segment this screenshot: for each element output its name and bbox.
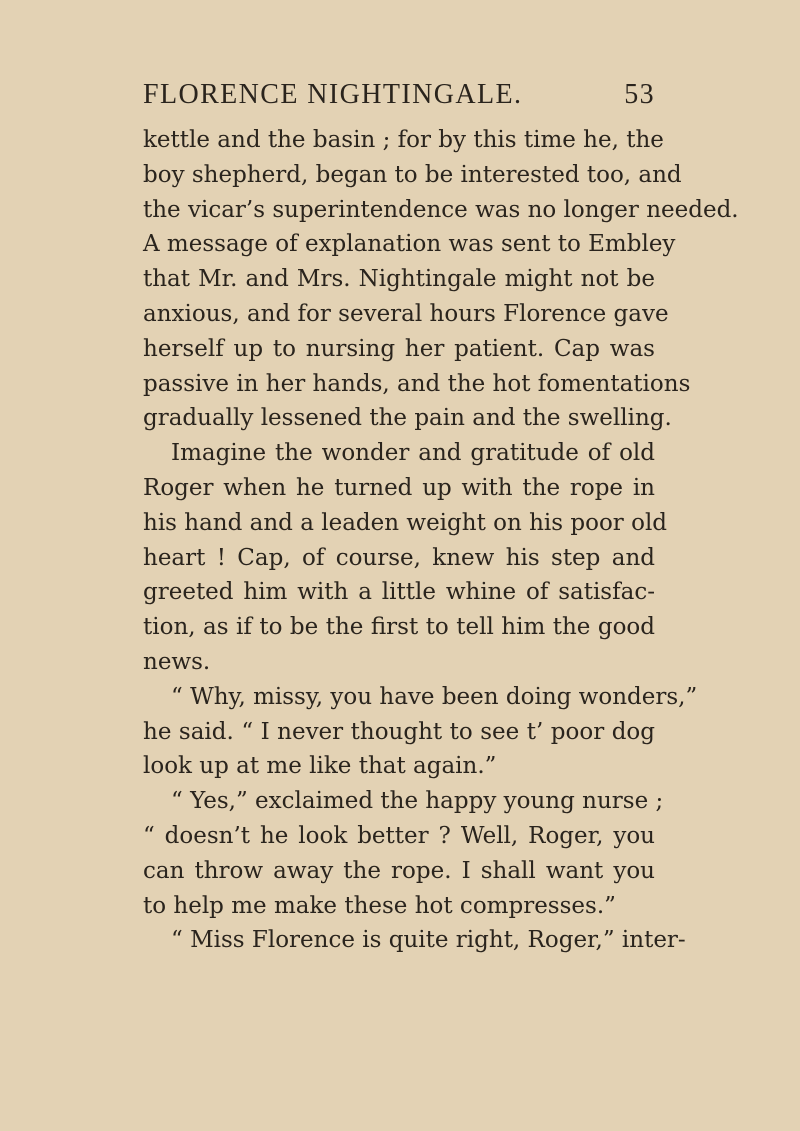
body-text [143, 123, 739, 958]
text-line-20: “ Yes,” exclaimed the happy young nurse ; [171, 788, 664, 815]
text-line-18: he said. “ I never thought to see t’ poor dog [143, 718, 655, 745]
text-line-19: look up at me like that again.” [143, 753, 497, 780]
text-line-17: “ Why, missy, you have been doing wonders,” [171, 683, 698, 710]
text-line-23: to help me make these hot compresses.” [143, 892, 616, 919]
text-line-3: the vicar’s superintendence was no longer needed. [143, 196, 739, 223]
running-head [143, 75, 655, 115]
text-line-13: heart ! Cap, of course, knew his step and [143, 544, 655, 571]
text-line-8: passive in her hands, and the hot fomentations [143, 370, 691, 397]
page-number: 53 [624, 79, 655, 110]
running-title: FLORENCE NIGHTINGALE. [143, 79, 523, 110]
text-line-24: “ Miss Florence is quite right, Roger,” inter- [171, 927, 686, 954]
text-line-16: news. [143, 648, 211, 675]
text-line-6: anxious, and for several hours Florence gave [143, 300, 669, 327]
text-line-14: greeted him with a little whine of satisfac- [143, 579, 655, 606]
text-line-11: Roger when he turned up with the rope in [143, 474, 655, 501]
text-line-15: tion, as if to be the first to tell him the good [143, 614, 655, 641]
text-line-2: boy shepherd, began to be interested too, and [143, 161, 682, 188]
text-line-12: his hand and a leaden weight on his poor old [143, 509, 668, 536]
text-line-9: gradually lessened the pain and the swelling. [143, 405, 672, 432]
text-line-5: that Mr. and Mrs. Nightingale might not be [143, 266, 655, 293]
text-line-4: A message of explanation was sent to Embley [143, 231, 676, 258]
text-line-10: Imagine the wonder and gratitude of old [171, 440, 655, 467]
text-line-7: herself up to nursing her patient. Cap was [143, 335, 655, 362]
text-line-1: kettle and the basin ; for by this time he, the [143, 127, 664, 153]
text-line-21: “ doesn’t he look better ? Well, Roger, you [143, 822, 655, 849]
text-line-22: can throw away the rope. I shall want you [143, 857, 655, 884]
